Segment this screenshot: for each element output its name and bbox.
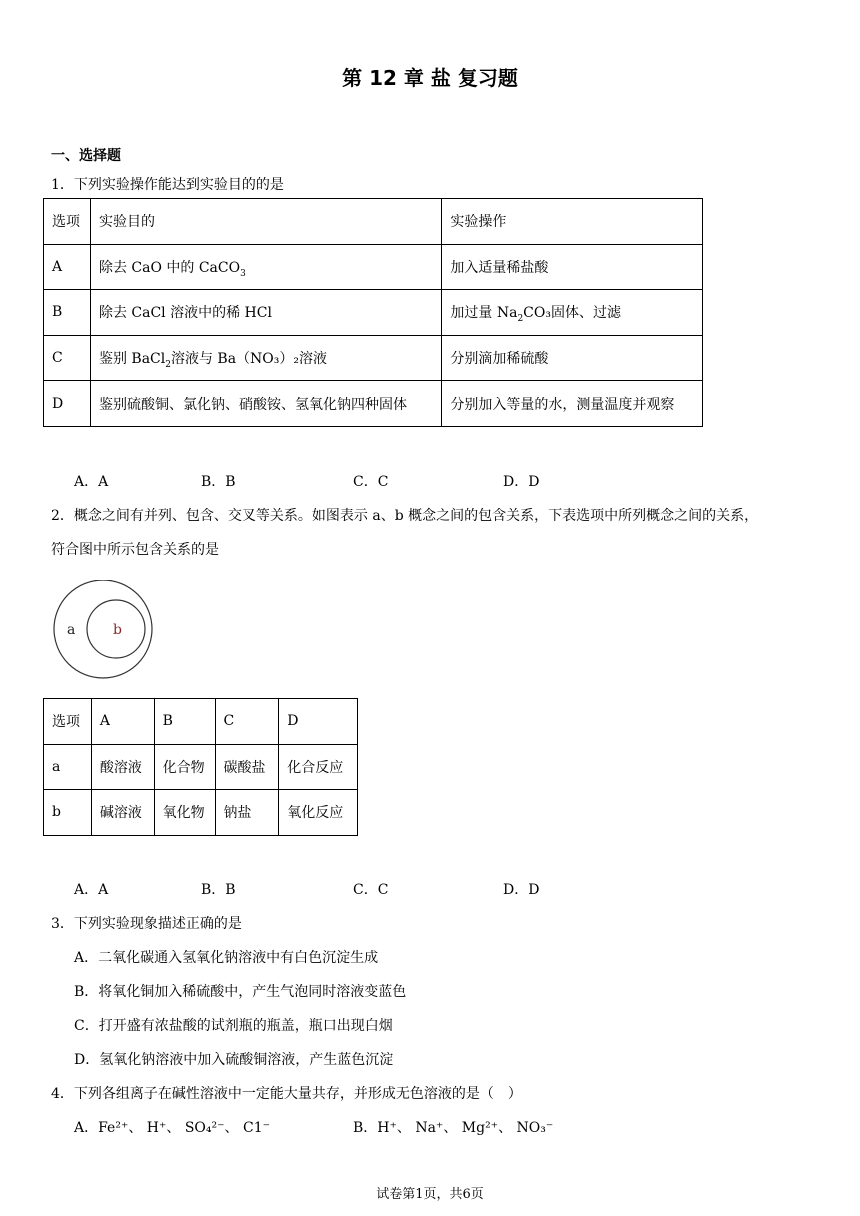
table-cell: 碱溶液 <box>91 790 154 836</box>
table-cell: 钠盐 <box>215 790 279 836</box>
operation-cell: 分别加入等量的水，测量温度并观察 <box>442 381 703 427</box>
q1-choice-a: A．A <box>74 474 109 490</box>
q2-choice-a: A．A <box>74 882 109 898</box>
table-row <box>44 290 703 336</box>
operation-cell: 加入适量稀盐酸 <box>442 244 703 290</box>
table-row <box>44 199 703 245</box>
table-row <box>44 381 703 427</box>
q2-stem-line2: 符合图中所示包含关系的是 <box>51 542 219 558</box>
q3-choice-a: A．二氧化碳通入氢氧化钠溶液中有白色沉淀生成 <box>74 950 379 966</box>
table-row <box>44 790 358 836</box>
operation-cell: 分别滴加稀硫酸 <box>442 335 703 381</box>
option-cell: C <box>44 335 91 381</box>
header-cell: D <box>279 699 358 745</box>
q2-choice-c: C．C <box>353 882 389 898</box>
goal-cell: 鉴别 BaCl$_2$溶液与 Ba（NO₃）₂溶液 <box>90 335 441 381</box>
table-row <box>44 699 358 745</box>
option-cell: A <box>44 244 91 290</box>
goal-cell: 除去 CaCl 溶液中的稀 HCl <box>90 290 441 336</box>
outer-label: a <box>67 622 76 638</box>
inclusion-diagram <box>52 580 156 680</box>
q3-stem: 3．下列实验现象描述正确的是 <box>51 916 242 932</box>
header-cell: 选项 <box>44 199 91 245</box>
table-cell: a <box>44 744 92 790</box>
goal-cell: 鉴别硫酸铜、氯化钠、硝酸铵、氢氧化钠四种固体 <box>90 381 441 427</box>
q1-choice-d: D．D <box>503 474 540 490</box>
table-row <box>44 744 358 790</box>
header-cell: 实验目的 <box>90 199 441 245</box>
goal-cell: 除去 CaO 中的 CaCO$_3$ <box>90 244 441 290</box>
section-heading: 一、选择题 <box>51 148 121 164</box>
header-cell: 实验操作 <box>442 199 703 245</box>
table-cell: b <box>44 790 92 836</box>
table-cell: 碳酸盐 <box>215 744 279 790</box>
page-title: 第 12 章 盐 复习题 <box>342 66 518 90</box>
q4-stem: 4．下列各组离子在碱性溶液中一定能大量共存，并形成无色溶液的是（ ） <box>51 1086 522 1102</box>
q2-choice-d: D．D <box>503 882 540 898</box>
header-cell: B <box>154 699 215 745</box>
q1-stem: 1．下列实验操作能达到实验目的的是 <box>51 177 284 193</box>
q2-choice-b: B．B <box>201 882 236 898</box>
q3-choice-c: C．打开盛有浓盐酸的试剂瓶的瓶盖，瓶口出现白烟 <box>74 1018 393 1034</box>
inner-label: b <box>113 622 122 638</box>
header-cell: C <box>215 699 279 745</box>
table-cell: 氧化反应 <box>279 790 358 836</box>
q1-choice-c: C．C <box>353 474 389 490</box>
table-row <box>44 335 703 381</box>
table-cell: 酸溶液 <box>91 744 154 790</box>
option-cell: D <box>44 381 91 427</box>
operation-cell: 加过量 $Na_2CO_3$固体、过滤 <box>442 290 703 336</box>
q1-table <box>43 198 703 427</box>
q2-stem-line1: 2．概念之间有并列、包含、交叉等关系。如图表示 a、b 概念之间的包含关系，下表选项中所列概念之间的关系， <box>51 508 759 524</box>
table-cell: 化合反应 <box>279 744 358 790</box>
table-cell: 化合物 <box>154 744 215 790</box>
q1-choice-b: B．B <box>201 474 236 490</box>
q2-table <box>43 698 358 836</box>
header-cell: A <box>91 699 154 745</box>
header-cell: 选项 <box>44 699 92 745</box>
page-footer: 试卷第1页，共6页 <box>376 1187 484 1202</box>
q3-choice-b: B．将氧化铜加入稀硫酸中，产生气泡同时溶液变蓝色 <box>74 984 407 1000</box>
table-row <box>44 244 703 290</box>
q4-choice-a: A．Fe²⁺、 H⁺、 SO₄²⁻、 C1⁻ <box>74 1120 270 1136</box>
option-cell: B <box>44 290 91 336</box>
table-cell: 氧化物 <box>154 790 215 836</box>
q3-choice-d: D．氢氧化钠溶液中加入硫酸铜溶液，产生蓝色沉淀 <box>74 1052 394 1068</box>
q4-choice-b: B．H⁺、 Na⁺、 Mg²⁺、 NO₃⁻ <box>353 1120 554 1136</box>
